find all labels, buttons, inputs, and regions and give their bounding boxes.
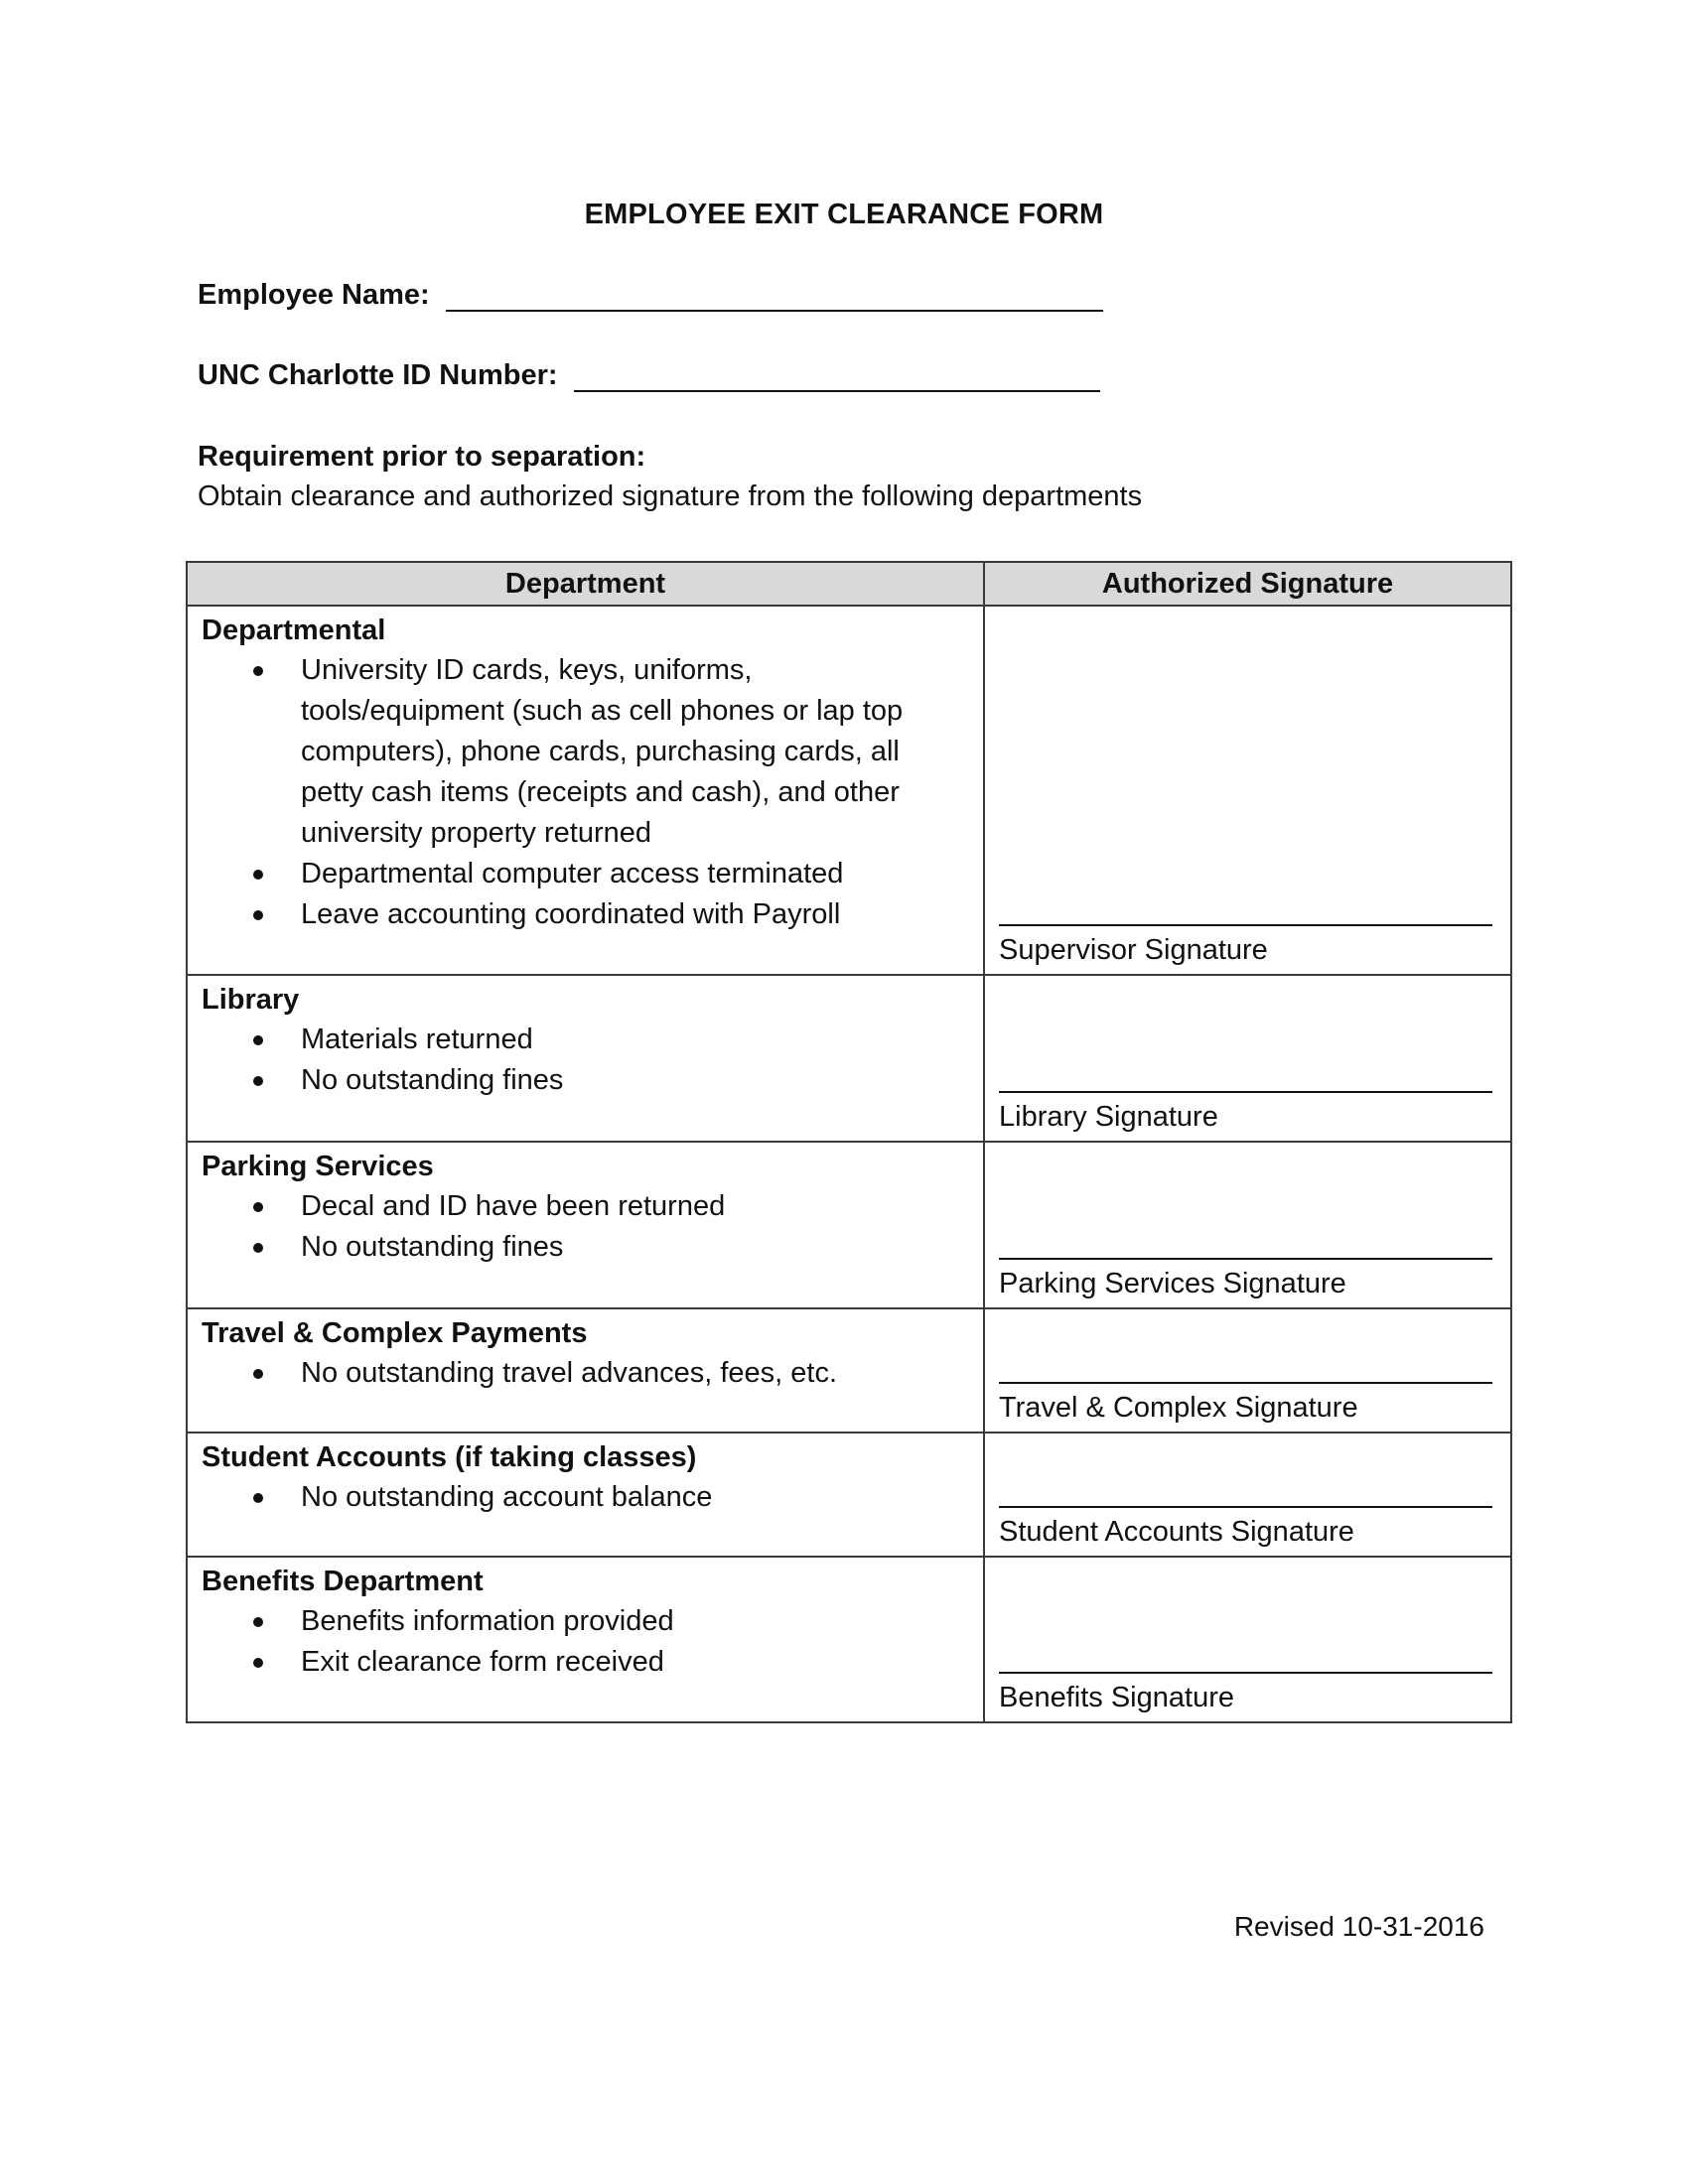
table-row bbox=[187, 975, 1511, 1142]
bullet-icon bbox=[253, 910, 263, 920]
list-item bbox=[202, 854, 971, 894]
bullet-icon bbox=[253, 1035, 263, 1045]
bullet-icon bbox=[253, 870, 263, 880]
department-cell bbox=[187, 1308, 984, 1433]
bullet-icon bbox=[253, 1658, 263, 1668]
signature-cell bbox=[984, 1557, 1511, 1722]
list-item bbox=[202, 650, 971, 854]
list-item bbox=[202, 1186, 971, 1227]
signature-line[interactable] bbox=[999, 1091, 1492, 1093]
signature-label: Student Accounts Signature bbox=[999, 1516, 1354, 1548]
signature-label: Library Signature bbox=[999, 1101, 1218, 1133]
list-item bbox=[202, 1642, 971, 1683]
signature-line[interactable] bbox=[999, 1258, 1492, 1260]
department-name: Student Accounts (if taking classes) bbox=[202, 1441, 697, 1473]
signature-label: Travel & Complex Signature bbox=[999, 1392, 1358, 1424]
list-item-text: Exit clearance form received bbox=[301, 1646, 664, 1678]
requirement-list bbox=[202, 1353, 971, 1394]
requirement-heading: Requirement prior to separation: bbox=[198, 441, 646, 473]
signature-label: Parking Services Signature bbox=[999, 1268, 1346, 1299]
list-item bbox=[202, 1060, 971, 1101]
list-item bbox=[202, 1477, 971, 1518]
list-item-text: No outstanding fines bbox=[301, 1064, 564, 1096]
signature-cell bbox=[984, 606, 1511, 975]
bullet-icon bbox=[253, 1493, 263, 1503]
department-name: Departmental bbox=[202, 614, 386, 646]
bullet-icon bbox=[253, 1202, 263, 1212]
department-cell bbox=[187, 1557, 984, 1722]
signature-cell bbox=[984, 1308, 1511, 1433]
department-name: Benefits Department bbox=[202, 1566, 484, 1597]
requirement-list bbox=[202, 1601, 971, 1683]
table-header-row bbox=[187, 562, 1511, 606]
list-item-text: No outstanding account balance bbox=[301, 1481, 713, 1513]
bullet-icon bbox=[253, 1243, 263, 1253]
list-item-text: No outstanding fines bbox=[301, 1231, 564, 1263]
signature-cell bbox=[984, 1142, 1511, 1308]
bullet-icon bbox=[253, 1617, 263, 1627]
employee-name-row bbox=[198, 279, 1103, 312]
list-item-text: Materials returned bbox=[301, 1024, 533, 1055]
department-cell bbox=[187, 1142, 984, 1308]
requirement-text: Obtain clearance and authorized signature from the following departments bbox=[198, 480, 1143, 512]
id-number-row bbox=[198, 359, 1100, 392]
id-number-field[interactable] bbox=[574, 364, 1100, 392]
department-name: Library bbox=[202, 984, 300, 1016]
revision-date: Revised 10-31-2016 bbox=[1233, 1911, 1484, 1942]
signature-label: Supervisor Signature bbox=[999, 934, 1268, 966]
signature-line[interactable] bbox=[999, 1506, 1492, 1508]
page-title: EMPLOYEE EXIT CLEARANCE FORM bbox=[584, 199, 1104, 230]
table-row bbox=[187, 1308, 1511, 1433]
department-name: Travel & Complex Payments bbox=[202, 1317, 588, 1349]
signature-line[interactable] bbox=[999, 1672, 1492, 1674]
list-item bbox=[202, 1227, 971, 1268]
table-row bbox=[187, 1142, 1511, 1308]
list-item-text: Benefits information provided bbox=[301, 1605, 674, 1637]
list-item-text: Decal and ID have been returned bbox=[301, 1190, 726, 1222]
department-name: Parking Services bbox=[202, 1151, 434, 1182]
department-cell bbox=[187, 606, 984, 975]
requirement-list bbox=[202, 1186, 971, 1268]
id-number-label: UNC Charlotte ID Number: bbox=[198, 359, 558, 391]
table-row bbox=[187, 606, 1511, 975]
table-row bbox=[187, 1433, 1511, 1557]
signature-cell bbox=[984, 1433, 1511, 1557]
bullet-icon bbox=[253, 1369, 263, 1379]
employee-name-label: Employee Name: bbox=[198, 279, 430, 311]
signature-label: Benefits Signature bbox=[999, 1682, 1234, 1713]
requirement-list bbox=[202, 650, 971, 935]
list-item bbox=[202, 894, 971, 935]
requirement-list bbox=[202, 1020, 971, 1101]
list-item-text: Departmental computer access terminated bbox=[301, 858, 844, 889]
signature-line[interactable] bbox=[999, 924, 1492, 926]
clearance-table bbox=[186, 561, 1512, 1723]
signature-line[interactable] bbox=[999, 1382, 1492, 1384]
employee-name-field[interactable] bbox=[446, 284, 1103, 312]
bullet-icon bbox=[253, 1076, 263, 1086]
list-item bbox=[202, 1353, 971, 1394]
list-item bbox=[202, 1020, 971, 1060]
list-item-text: University ID cards, keys, uniforms, tools/equipment (such as cell phones or lap top computers), phone cards, purchasing cards, all petty cash items (receipts and cash), and other university property returned bbox=[301, 654, 904, 849]
table-row bbox=[187, 1557, 1511, 1722]
header-department: Department bbox=[187, 562, 984, 606]
header-authorized-signature: Authorized Signature bbox=[984, 562, 1511, 606]
list-item-text: Leave accounting coordinated with Payroll bbox=[301, 898, 841, 930]
list-item-text: No outstanding travel advances, fees, etc. bbox=[301, 1357, 838, 1389]
bullet-icon bbox=[253, 666, 263, 676]
requirement-list bbox=[202, 1477, 971, 1518]
signature-cell bbox=[984, 975, 1511, 1142]
department-cell bbox=[187, 975, 984, 1142]
department-cell bbox=[187, 1433, 984, 1557]
list-item bbox=[202, 1601, 971, 1642]
